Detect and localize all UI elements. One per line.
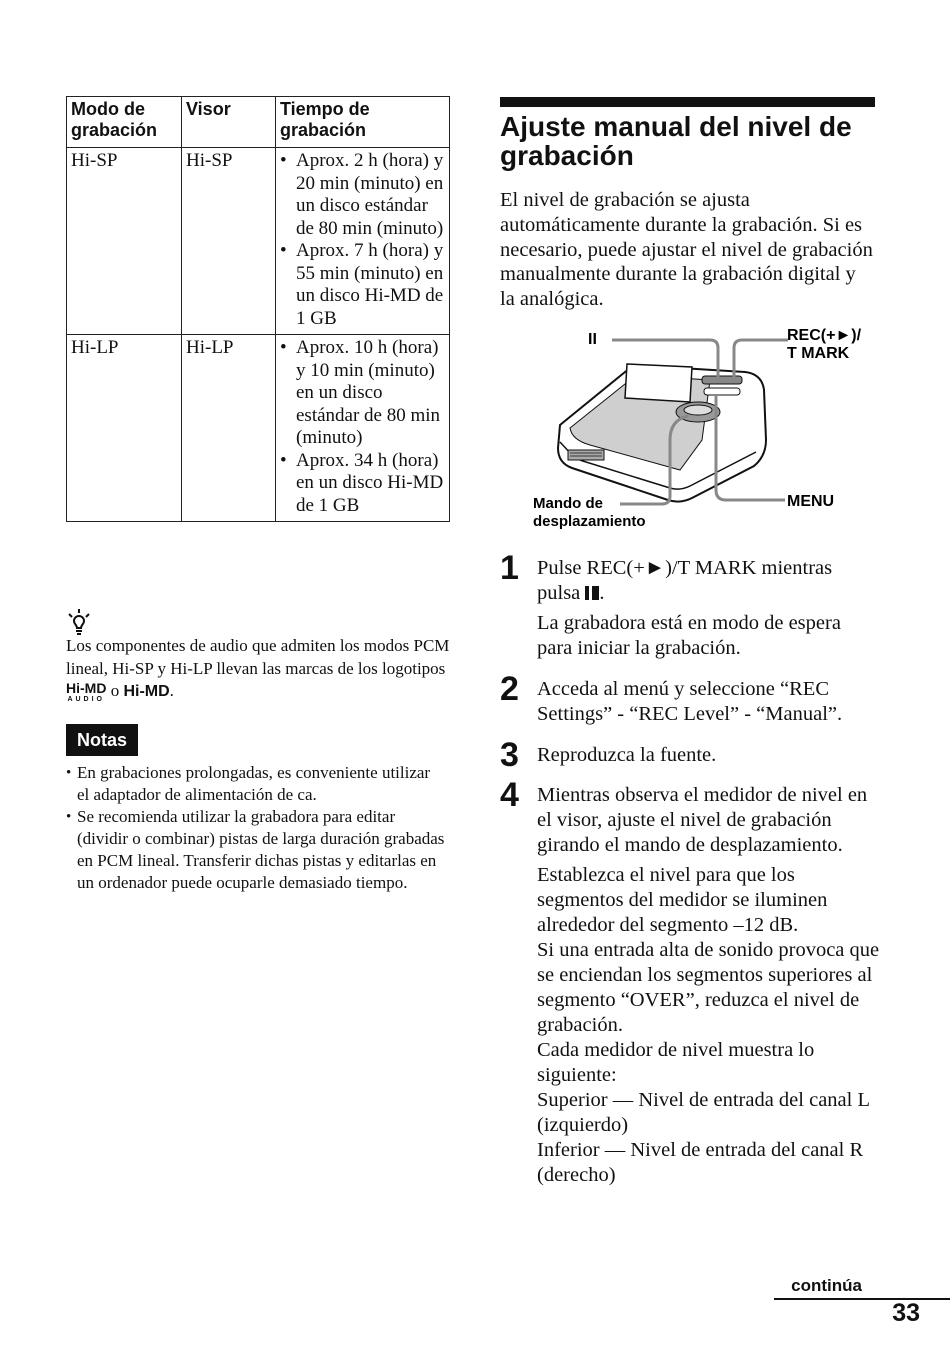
- time-item: • Aprox. 10 h (hora) y 10 min (minuto) en un disco estándar de 80 min (minuto): [280, 337, 445, 450]
- hi-md-logo: Hi-MD: [123, 683, 170, 701]
- lightbulb-icon: [66, 608, 92, 636]
- notes-list: [66, 762, 446, 894]
- step-1: [500, 549, 880, 661]
- table-row: [67, 335, 450, 522]
- step-subtext: La grabadora está en modo de espera para iniciar la grabación.: [537, 612, 841, 659]
- step-subtext: Inferior — Nivel de entrada del canal R (derecho): [537, 1139, 864, 1186]
- cell-display: Hi-SP: [182, 148, 276, 335]
- recording-mode-table: [66, 96, 450, 522]
- step-subtext: Establezca el nivel para que los segmentos del medidor se iluminen alrededor del segmento –12 dB.: [537, 864, 828, 936]
- cell-mode: Hi-LP: [67, 335, 182, 522]
- step-3: [500, 736, 880, 774]
- page-number: 33: [892, 1299, 920, 1327]
- cell-display: Hi-LP: [182, 335, 276, 522]
- tip-text-before: Los componentes de audio que admiten los modos PCM lineal, Hi-SP y Hi-LP llevan las marcas de los logotipos: [66, 636, 450, 678]
- table-header-row: [67, 97, 450, 148]
- step-number: 2: [500, 670, 519, 708]
- section-title: Ajuste manual del nivel de grabación: [500, 111, 852, 171]
- note-item: • Se recomienda utilizar la grabadora para editar (dividir o combinar) pistas de larga duración grabadas en PCM lineal. Transferir dichas pistas y editarlas en un ordenador puede ocuparle demasiado tiempo.: [66, 806, 446, 894]
- cell-time: [276, 335, 450, 522]
- step-subtext: Si una entrada alta de sonido provoca que se enciendan los segmentos superiores al segmento “OVER”, reduzca el nivel de grabación.: [537, 939, 880, 1036]
- notes-badge: Notas: [66, 724, 138, 756]
- cell-time: [276, 148, 450, 335]
- label-jog-line2: desplazamiento: [533, 513, 646, 530]
- step-number: 4: [500, 776, 519, 814]
- label-rec: REC(+►)/: [787, 327, 862, 344]
- step-number: 3: [500, 736, 519, 774]
- header-time: Tiempo de grabación: [276, 97, 450, 148]
- step-subtext: Cada medidor de nivel muestra lo siguiente:: [537, 1039, 815, 1086]
- time-item: • Aprox. 34 h (hora) en un disco Hi-MD de 1 GB: [280, 450, 445, 518]
- tip-text: [66, 635, 450, 703]
- step-text: Reproduzca la fuente.: [537, 744, 717, 766]
- continue-label: continúa: [791, 1276, 862, 1295]
- time-item: • Aprox. 2 h (hora) y 20 min (minuto) en un disco estándar de 80 min (minuto): [280, 150, 445, 240]
- step-text: Mientras observa el medidor de nivel en el visor, ajuste el nivel de grabación girando el mando de desplazamiento.: [537, 784, 868, 856]
- header-mode: Modo de grabación: [67, 97, 182, 148]
- pause-icon: [585, 586, 592, 600]
- header-display: Visor: [182, 97, 276, 148]
- label-jog-line1: Mando de: [533, 495, 603, 512]
- label-menu: MENU: [787, 493, 835, 510]
- title-rule: [500, 97, 875, 107]
- hi-md-audio-logo: Hi-MD AUDIO: [66, 680, 107, 704]
- time-item: • Aprox. 7 h (hora) y 55 min (minuto) en un disco Hi-MD de 1 GB: [280, 240, 445, 330]
- step-text: Acceda al menú y seleccione “REC Settings” - “REC Level” - “Manual”.: [537, 678, 843, 725]
- tip-text-after: .: [169, 681, 174, 700]
- step-text: Pulse REC(+►)/T MARK mientras pulsa .: [537, 557, 833, 604]
- step-subtext: Superior — Nivel de entrada del canal L (izquierdo): [537, 1089, 870, 1136]
- table-row: [67, 148, 450, 335]
- step-number: 1: [500, 549, 519, 587]
- label-pause: II: [588, 331, 597, 348]
- note-item: • En grabaciones prolongadas, es conveniente utilizar el adaptador de alimentación de ca.: [66, 762, 446, 806]
- section-intro: El nivel de grabación se ajusta automáticamente durante la grabación. Si es necesario, puede ajustar el nivel de grabación manualmente durante la grabación digital y la analógica.: [500, 189, 873, 311]
- cell-mode: Hi-SP: [67, 148, 182, 335]
- label-tmark: T MARK: [787, 345, 850, 362]
- step-4: [500, 776, 880, 1188]
- step-2: [500, 670, 880, 727]
- tip-connector: o: [110, 681, 120, 700]
- recorder-illustration: [530, 320, 875, 535]
